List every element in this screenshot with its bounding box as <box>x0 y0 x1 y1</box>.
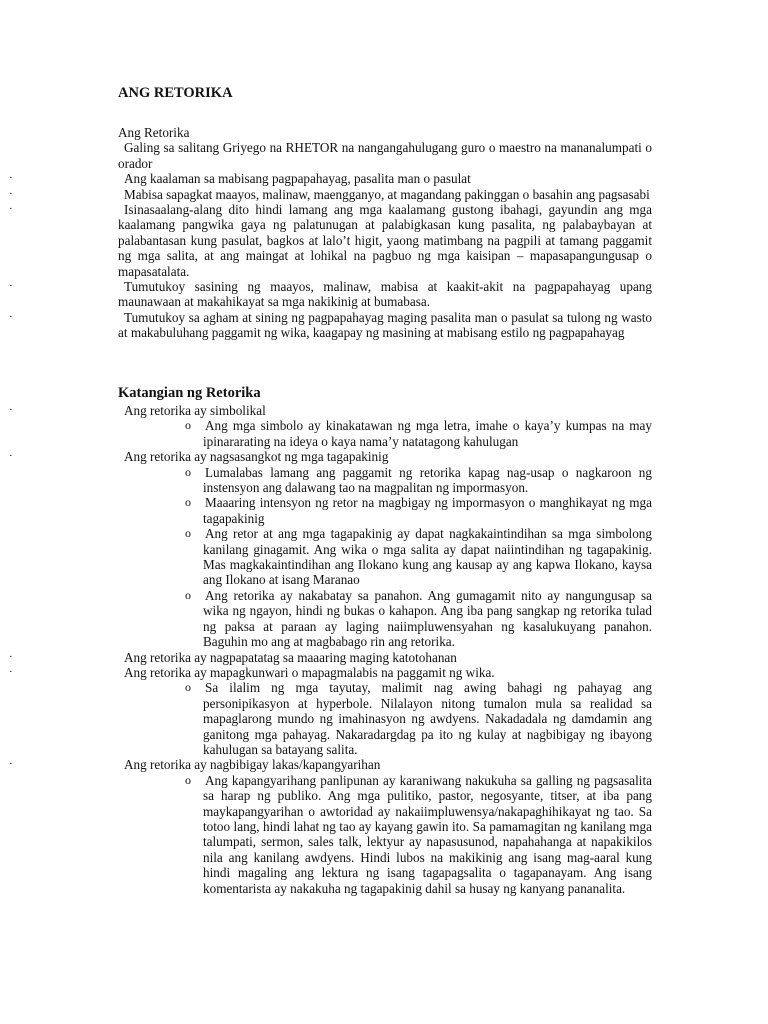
bullet-marker: · <box>9 172 13 185</box>
intro-bullet-text: Tumutukoy sa agham at sining ng pagpapahayag maging pasalita man o pasulat sa tulong ng wasto at makabuluhang paggamit ng wika, kaagapay ng masining at mabisang estilo ng pagpapahayag <box>118 309 652 341</box>
feature-sub-item <box>185 464 652 496</box>
sub-bullet-marker: o <box>185 464 191 479</box>
feature-label: Ang retorika ay nagbibigay lakas/kapangyarihan <box>124 757 381 773</box>
sub-bullet-marker: o <box>185 680 191 695</box>
bullet-marker: · <box>9 310 13 323</box>
bullet-marker: · <box>9 280 13 293</box>
feature-label: Ang retorika ay mapagkunwari o mapagmalabis na paggamit ng wika. <box>124 664 495 680</box>
feature-item <box>9 449 652 465</box>
feature-label: Ang retorika ay nagpapatatag sa maaaring maging katotohanan <box>124 649 457 665</box>
section-heading: Katangian ng Retorika <box>118 385 261 401</box>
sub-bullet-marker: o <box>185 418 191 433</box>
feature-sub-item <box>185 587 652 650</box>
feature-sub-text: Ang retor at ang mga tagapakinig ay dapat nagkakaintindihan sa mga simbolong kanilang ginagamit. Ang wika o mga salita ay dapat naiintindihan ng tagapakinig. Mas magkakaintindihan ang Ilokano kung ang kausap ay ang kapwa Ilokano, kaysa ang Ilokano at isang Maranao <box>203 526 652 588</box>
intro-heading: Ang Retorika <box>118 125 190 140</box>
feature-sub-item <box>185 526 652 588</box>
bullet-marker: · <box>9 650 13 663</box>
feature-sub-text: Ang kapangyarihang panlipunan ay karaniwang nakukuha sa galling ng pagsasalita sa harap ng publiko. Ang mga pulitiko, pastor, negosyante, titser, at iba pang maykapangyarihan o awtoridad ay nakaiimpluwensya/nakapaghihikayat ng tao. Sa totoo lang, hindi lahat ng tao ay kayang gawin ito. Sa pamamagitan ng kanilang mga talumpati, sermon, sales talk, lektyur ay napasusunod, napahahanga at napakikilos nila ang kanilang awdyens. Hindi lubos na makikinig ang isang mag-aaral kung hindi magaling ang lektura ng isang tagapagsalita o tagapanayam. Ang isang komentarista ay nakakuha ng tagapakinig dahil sa husay ng kanyang pananalita. <box>203 772 652 896</box>
bullet-marker: · <box>9 187 13 200</box>
intro-bullet-item <box>9 186 652 202</box>
feature-sub-text: Ang retorika ay nakabatay sa panahon. Ang gumagamit nito ay nangungusap sa wika ng ngayon, hindi ng bukas o kahapon. Ang iba pang sangkap ng retorika tulad ng paksa at paraan ay laging naiimpluwensyahan ng kasalukuyang panahon. Baguhin mo ang at magbabago rin ang retorika. <box>203 587 652 650</box>
intro-bullet-list <box>9 171 652 341</box>
definition-paragraph: Galing sa salitang Griyego na RHETOR na nangangahulugang guro o maestro na mananalumpati o orador <box>118 140 652 171</box>
feature-label: Ang retorika ay simbolikal <box>124 403 266 418</box>
feature-sub-text: Lumalabas lamang ang paggamit ng retorika kapag nag-usap o nagkaroon ng instensyon ang dalawang tao na magpalitan ng impormasyon. <box>203 464 652 496</box>
feature-sub-text: Sa ilalim ng mga tayutay, malimit nag awing bahagi ng pahayag ang personipikasyon at hyperbole. Nilalayon nitong tumalon mula sa realidad sa mapaglarong mundo ng imahinasyon ng awdyens. Nakadadala ng damdamin ang ganitong mga pahayag. Nakaradargdag pa ito ng kulay at nagbibigay ng ibayong kahulugan sa batayang salita. <box>203 680 652 757</box>
feature-item <box>9 403 652 418</box>
bullet-marker: · <box>9 665 13 678</box>
feature-sub-text: Ang mga simbolo ay kinakatawan ng mga letra, imahe o kaya’y kumpas na may ipinararating na ideya o kaya nama’y natatagong kahulugan <box>203 418 652 449</box>
bullet-marker: · <box>9 404 13 416</box>
sub-bullet-marker: o <box>185 772 191 787</box>
intro-bullet-text: Mabisa sapagkat maayos, malinaw, maengganyo, at magandang pakinggan o basahin ang pagsasabi <box>124 186 650 202</box>
bullet-marker: · <box>9 450 13 463</box>
intro-bullet-item <box>9 171 652 187</box>
features-list <box>9 403 652 896</box>
intro-bullet-item <box>9 309 652 341</box>
feature-sub-item <box>185 772 652 896</box>
intro-section <box>9 125 652 341</box>
sub-bullet-marker: o <box>185 587 191 602</box>
feature-sub-item <box>185 495 652 526</box>
document-title: ANG RETORIKA <box>118 85 233 101</box>
intro-bullet-item <box>9 202 652 279</box>
feature-item <box>9 757 652 773</box>
feature-item <box>9 649 652 665</box>
bullet-marker: · <box>9 758 13 771</box>
feature-sub-text: Maaaring intensyon ng retor na magbigay ng impormasyon o manghikayat ng mga tagapakinig <box>203 495 652 526</box>
intro-bullet-text: Ang kaalaman sa mabisang pagpapahayag, pasalita man o pasulat <box>124 171 471 187</box>
feature-sub-item <box>185 680 652 757</box>
bullet-marker: · <box>9 203 13 216</box>
sub-bullet-marker: o <box>185 526 191 541</box>
feature-label: Ang retorika ay nagsasangkot ng mga tagapakinig <box>124 449 389 465</box>
feature-sub-item <box>185 418 652 449</box>
intro-bullet-text: Tumutukoy sasining ng maayos, malinaw, mabisa at kaakit-akit na pagpapahayag upang maunawaan at makahikayat sa mga nakikinig at bumabasa. <box>118 279 652 310</box>
intro-bullet-text: Isinasaalang-alang dito hindi lamang ang mga kaalamang gustong ibahagi, gayundin ang mga kaalamang pangwika gaya ng palatunugan at palabigkasan kung pasalita, ng palabaybayan at palabantasan kung pasulat, bagkos at lalo’t higit, yaong matimbang na pagpili at tamang paggamit ng mga salita, at ang maingat at lohikal na pagbuo ng mga kaisipan – mapasapangungusap o mapasatalata. <box>118 202 652 279</box>
feature-item <box>9 664 652 680</box>
sub-bullet-marker: o <box>185 495 191 510</box>
intro-bullet-item <box>9 279 652 310</box>
